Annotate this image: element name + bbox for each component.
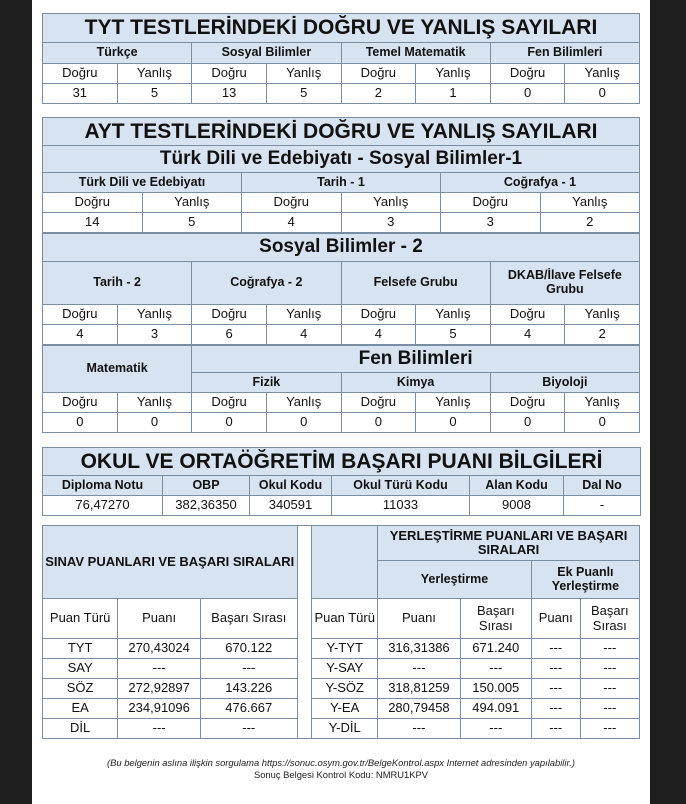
rank-cell: --- xyxy=(460,659,531,679)
ayt-table xyxy=(42,117,640,433)
ek-score-cell: --- xyxy=(531,719,580,739)
dogru-label: Doğru xyxy=(490,64,565,84)
score-cell: 234,91096 xyxy=(118,699,201,719)
ek-score-cell: --- xyxy=(531,639,580,659)
ayt-subject-felsefe: Felsefe Grubu xyxy=(341,262,490,305)
yanlis-label: Yanlış xyxy=(266,64,341,84)
ayt-value: 5 xyxy=(142,213,242,233)
ayt-value: 4 xyxy=(341,325,416,345)
tyt-value: 5 xyxy=(266,84,341,104)
verification-note: (Bu belgenin aslına ilişkin sorgulama https://sonuc.osym.gov.tr/BelgeKontrol.aspx Internet adresinden yapılabilir.) xyxy=(107,757,575,768)
yanlis-label: Yanlış xyxy=(416,393,491,413)
footer xyxy=(42,757,640,781)
ayt-value: 0 xyxy=(117,413,192,433)
score-cell: 316,31386 xyxy=(378,639,461,659)
table-row: EA xyxy=(43,699,118,719)
score-cell: 270,43024 xyxy=(118,639,201,659)
ek-puanli-label: Ek Puanlı Yerleştirme xyxy=(531,561,639,599)
ayt-value: 2 xyxy=(565,325,640,345)
rank-cell: 143.226 xyxy=(200,679,297,699)
ek-rank-cell: --- xyxy=(580,659,639,679)
ek-rank-cell: --- xyxy=(580,679,639,699)
yanlis-label: Yanlış xyxy=(565,393,640,413)
dogru-label: Doğru xyxy=(192,305,267,325)
table-row: Y-SAY xyxy=(312,659,378,679)
ayt-section1-title: Türk Dili ve Edebiyatı - Sosyal Bilimler-1 xyxy=(43,146,640,173)
header-diploma-notu: Diploma Notu xyxy=(43,476,163,496)
dogru-label: Doğru xyxy=(43,64,118,84)
yanlis-label: Yanlış xyxy=(341,193,441,213)
rank-cell: --- xyxy=(200,719,297,739)
ayt-value: 4 xyxy=(43,325,118,345)
ayt-subject-dkab: DKAB/İlave Felsefe Grubu xyxy=(490,262,639,305)
yanlis-label: Yanlış xyxy=(117,393,192,413)
ayt-value: 3 xyxy=(441,213,541,233)
dogru-label: Doğru xyxy=(490,305,565,325)
ek-rank-cell: --- xyxy=(580,699,639,719)
tyt-title: TYT TESTLERİNDEKİ DOĞRU VE YANLIŞ SAYILARI xyxy=(43,14,640,43)
tyt-value: 5 xyxy=(117,84,192,104)
tyt-table xyxy=(42,13,640,104)
ayt-value: 6 xyxy=(192,325,267,345)
ayt-value: 0 xyxy=(490,413,565,433)
score-cell: --- xyxy=(378,719,461,739)
col-puani: Puanı xyxy=(378,599,461,639)
tyt-value: 2 xyxy=(341,84,416,104)
yanlis-label: Yanlış xyxy=(142,193,242,213)
col-puani: Puanı xyxy=(118,599,201,639)
ayt-subject-tarih2: Tarih - 2 xyxy=(43,262,192,305)
header-alan-kodu: Alan Kodu xyxy=(470,476,564,496)
tyt-value: 0 xyxy=(490,84,565,104)
table-row: DİL xyxy=(43,719,118,739)
ek-score-cell: --- xyxy=(531,699,580,719)
puan-tables xyxy=(42,525,640,739)
score-cell: 318,81259 xyxy=(378,679,461,699)
dogru-label: Doğru xyxy=(43,393,118,413)
tyt-subject-sosyal: Sosyal Bilimler xyxy=(192,43,341,64)
ayt-section2-title: Sosyal Bilimler - 2 xyxy=(43,234,640,262)
ayt-subject-edebiyat: Türk Dili ve Edebiyatı xyxy=(43,173,242,193)
table-row: Y-EA xyxy=(312,699,378,719)
col-basari-sirasi: Başarı Sırası xyxy=(460,599,531,639)
table-row: Y-DİL xyxy=(312,719,378,739)
ayt-value: 0 xyxy=(565,413,640,433)
ayt-subject-biyoloji: Biyoloji xyxy=(490,373,639,393)
okul-value: 382,36350 xyxy=(163,496,250,516)
ek-rank-cell: --- xyxy=(580,639,639,659)
score-cell: 272,92897 xyxy=(118,679,201,699)
table-row: Y-TYT xyxy=(312,639,378,659)
dogru-label: Doğru xyxy=(192,393,267,413)
table-row: Y-SÖZ xyxy=(312,679,378,699)
yanlis-label: Yanlış xyxy=(266,393,341,413)
okul-value: - xyxy=(564,496,641,516)
score-cell: 280,79458 xyxy=(378,699,461,719)
ek-rank-cell: --- xyxy=(580,719,639,739)
ayt-value: 0 xyxy=(266,413,341,433)
okul-value: 11033 xyxy=(332,496,470,516)
ayt-value: 0 xyxy=(192,413,267,433)
col-puan-turu: Puan Türü xyxy=(312,599,378,639)
ayt-value: 2 xyxy=(540,213,640,233)
header-dal-no: Dal No xyxy=(564,476,641,496)
ayt-value: 14 xyxy=(43,213,143,233)
yerlestirme-label: Yerleştirme xyxy=(378,561,532,599)
col-puan-turu: Puan Türü xyxy=(43,599,118,639)
dogru-label: Doğru xyxy=(43,193,143,213)
ayt-subject-cografya2: Coğrafya - 2 xyxy=(192,262,341,305)
dogru-label: Doğru xyxy=(490,393,565,413)
ayt-title: AYT TESTLERİNDEKİ DOĞRU VE YANLIŞ SAYILARI xyxy=(43,118,640,146)
rank-cell: 671.240 xyxy=(460,639,531,659)
yanlis-label: Yanlış xyxy=(416,64,491,84)
yanlis-label: Yanlış xyxy=(117,305,192,325)
ayt-value: 3 xyxy=(117,325,192,345)
score-cell: --- xyxy=(378,659,461,679)
rank-cell: 494.091 xyxy=(460,699,531,719)
score-cell: --- xyxy=(118,659,201,679)
ayt-value: 5 xyxy=(416,325,491,345)
ayt-subject-kimya: Kimya xyxy=(341,373,490,393)
tyt-subject-turkce: Türkçe xyxy=(43,43,192,64)
yanlis-label: Yanlış xyxy=(540,193,640,213)
dogru-label: Doğru xyxy=(192,64,267,84)
ek-score-cell: --- xyxy=(531,679,580,699)
control-code: Sonuç Belgesi Kontrol Kodu: NMRU1KPV xyxy=(253,768,429,780)
tyt-value: 13 xyxy=(192,84,267,104)
ek-score-cell: --- xyxy=(531,659,580,679)
ayt-subject-tarih1: Tarih - 1 xyxy=(242,173,441,193)
col-ek-puani: Puanı xyxy=(531,599,580,639)
tyt-value: 31 xyxy=(43,84,118,104)
rank-cell: --- xyxy=(200,659,297,679)
ayt-fen-title: Fen Bilimleri xyxy=(192,346,640,373)
table-divider xyxy=(297,526,312,739)
okul-title: OKUL VE ORTAÖĞRETİM BAŞARI PUANI BİLGİLERİ xyxy=(43,448,641,476)
ayt-value: 0 xyxy=(416,413,491,433)
yerlestirme-title: YERLEŞTİRME PUANLARI VE BAŞARI SIRALARI xyxy=(378,526,640,561)
ayt-subject-fizik: Fizik xyxy=(192,373,341,393)
dogru-label: Doğru xyxy=(242,193,342,213)
rank-cell: --- xyxy=(460,719,531,739)
header-okul-turu-kodu: Okul Türü Kodu xyxy=(332,476,470,496)
okul-value: 76,47270 xyxy=(43,496,163,516)
yanlis-label: Yanlış xyxy=(266,305,341,325)
tyt-subject-matematik: Temel Matematik xyxy=(341,43,490,64)
result-document xyxy=(32,0,650,804)
dogru-label: Doğru xyxy=(341,64,416,84)
col-basari-sirasi: Başarı Sırası xyxy=(200,599,297,639)
yerlestirme-corner xyxy=(312,526,378,599)
rank-cell: 670.122 xyxy=(200,639,297,659)
dogru-label: Doğru xyxy=(341,305,416,325)
dogru-label: Doğru xyxy=(441,193,541,213)
dogru-label: Doğru xyxy=(341,393,416,413)
dogru-label: Doğru xyxy=(43,305,118,325)
rank-cell: 476.667 xyxy=(200,699,297,719)
header-okul-kodu: Okul Kodu xyxy=(250,476,332,496)
tyt-subject-fen: Fen Bilimleri xyxy=(490,43,639,64)
tyt-value: 0 xyxy=(565,84,640,104)
okul-table xyxy=(42,447,640,516)
table-row: TYT xyxy=(43,639,118,659)
score-cell: --- xyxy=(118,719,201,739)
ayt-value: 4 xyxy=(266,325,341,345)
table-row: SAY xyxy=(43,659,118,679)
rank-cell: 150.005 xyxy=(460,679,531,699)
yanlis-label: Yanlış xyxy=(117,64,192,84)
ayt-value: 0 xyxy=(341,413,416,433)
yanlis-label: Yanlış xyxy=(416,305,491,325)
okul-value: 340591 xyxy=(250,496,332,516)
yanlis-label: Yanlış xyxy=(565,64,640,84)
table-row: SÖZ xyxy=(43,679,118,699)
okul-value: 9008 xyxy=(470,496,564,516)
sinav-title: SINAV PUANLARI VE BAŞARI SIRALARI xyxy=(43,526,298,599)
header-obp: OBP xyxy=(163,476,250,496)
col-ek-basari-sirasi: Başarı Sırası xyxy=(580,599,639,639)
ayt-value: 0 xyxy=(43,413,118,433)
ayt-subject-matematik: Matematik xyxy=(43,346,192,393)
ayt-subject-cografya1: Coğrafya - 1 xyxy=(441,173,640,193)
ayt-value: 3 xyxy=(341,213,441,233)
tyt-value: 1 xyxy=(416,84,491,104)
yanlis-label: Yanlış xyxy=(565,305,640,325)
ayt-value: 4 xyxy=(490,325,565,345)
ayt-value: 4 xyxy=(242,213,342,233)
